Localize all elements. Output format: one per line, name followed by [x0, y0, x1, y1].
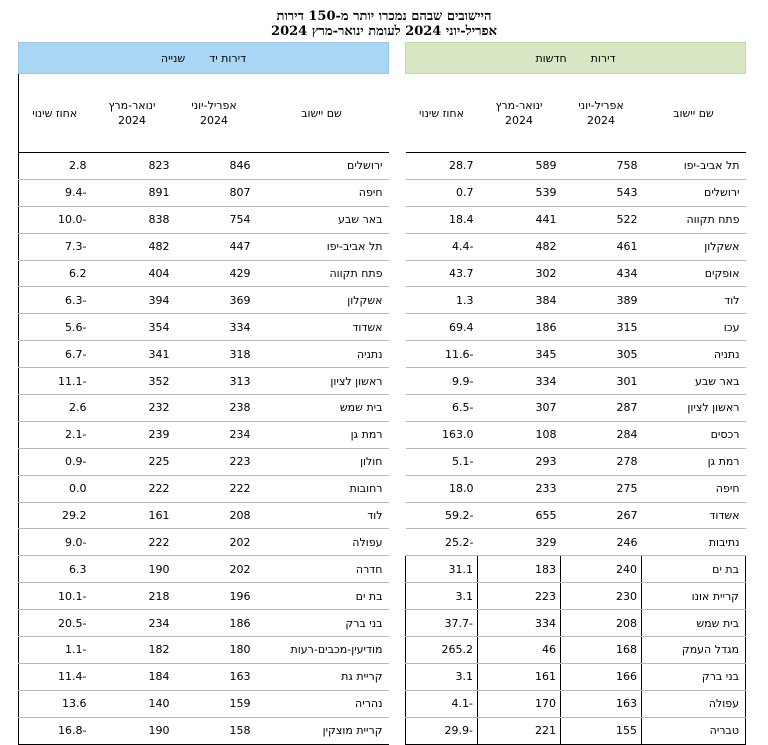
new-cell-apr-jun: 461	[561, 233, 642, 260]
used-table-row	[19, 233, 389, 260]
used-cell-pct: 20.5-	[19, 610, 91, 637]
new-cell-apr-jun: 315	[561, 314, 642, 341]
new-cell-jan-mar: 221	[478, 717, 561, 744]
new-header-row	[406, 74, 746, 153]
new-table-row	[406, 341, 746, 368]
used-header-row	[19, 74, 389, 153]
new-cell-jan-mar: 46	[478, 637, 561, 664]
new-table-row	[406, 179, 746, 206]
used-table-row	[19, 260, 389, 287]
new-cell-apr-jun: 543	[561, 179, 642, 206]
used-cell-pct: 29.2	[19, 502, 91, 529]
new-cell-apr-jun: 240	[561, 556, 642, 583]
new-cell-jan-mar: 482	[478, 233, 561, 260]
new-cell-pct: 43.7	[406, 260, 478, 287]
new-cell-pct: 37.7-	[406, 610, 478, 637]
used-table-row	[19, 610, 389, 637]
new-cell-apr-jun: 168	[561, 637, 642, 664]
new-cell-jan-mar: 539	[478, 179, 561, 206]
new-cell-name: חיפה	[642, 475, 746, 502]
new-cell-jan-mar: 223	[478, 583, 561, 610]
new-cell-apr-jun: 284	[561, 421, 642, 448]
used-cell-name: חדרה	[255, 556, 389, 583]
new-cell-jan-mar: 302	[478, 260, 561, 287]
used-cell-jan-mar: 823	[91, 153, 174, 180]
new-cell-apr-jun: 230	[561, 583, 642, 610]
new-band-label-2: חדשות	[535, 51, 567, 65]
new-cell-pct: 5.1-	[406, 448, 478, 475]
used-cell-apr-jun: 238	[174, 395, 255, 422]
used-cell-name: מודיעין-מכבים-רעות	[255, 637, 389, 664]
used-cell-pct: 0.9-	[19, 448, 91, 475]
used-cell-name: בני ברק	[255, 610, 389, 637]
new-cell-jan-mar: 334	[478, 610, 561, 637]
used-cell-jan-mar: 222	[91, 529, 174, 556]
used-cell-pct: 5.6-	[19, 314, 91, 341]
new-cell-pct: 4.1-	[406, 690, 478, 717]
new-cell-name: רכסים	[642, 421, 746, 448]
new-table-row	[406, 153, 746, 180]
used-cell-name: אשדוד	[255, 314, 389, 341]
used-cell-name: לוד	[255, 502, 389, 529]
new-cell-jan-mar: 170	[478, 690, 561, 717]
used-table-row	[19, 421, 389, 448]
used-cell-jan-mar: 184	[91, 663, 174, 690]
new-table-row	[406, 583, 746, 610]
new-cell-apr-jun: 522	[561, 206, 642, 233]
used-cell-jan-mar: 404	[91, 260, 174, 287]
used-table-row	[19, 663, 389, 690]
used-cell-pct: 2.8	[19, 153, 91, 180]
used-cell-jan-mar: 891	[91, 179, 174, 206]
used-header-jan-mar: ינואר-מרץ 2024	[91, 74, 174, 153]
used-cell-jan-mar: 190	[91, 717, 174, 744]
new-header-name: שם יישוב	[642, 74, 746, 153]
new-table-row	[406, 448, 746, 475]
used-cell-apr-jun: 313	[174, 368, 255, 395]
used-cell-apr-jun: 159	[174, 690, 255, 717]
new-cell-apr-jun: 434	[561, 260, 642, 287]
used-cell-name: עפולה	[255, 529, 389, 556]
new-table-row	[406, 663, 746, 690]
used-cell-name: בית שמש	[255, 395, 389, 422]
new-cell-jan-mar: 329	[478, 529, 561, 556]
new-cell-pct: 31.1	[406, 556, 478, 583]
new-cell-name: פתח תקווה	[642, 206, 746, 233]
new-cell-name: אשקלון	[642, 233, 746, 260]
used-cell-jan-mar: 354	[91, 314, 174, 341]
new-cell-apr-jun: 246	[561, 529, 642, 556]
used-apartments-table	[18, 42, 389, 745]
used-header-name: שם יישוב	[255, 74, 389, 153]
used-cell-name: נתניה	[255, 341, 389, 368]
new-cell-apr-jun: 305	[561, 341, 642, 368]
new-cell-pct: 59.2-	[406, 502, 478, 529]
used-cell-apr-jun: 186	[174, 610, 255, 637]
new-cell-jan-mar: 186	[478, 314, 561, 341]
new-table-row	[406, 233, 746, 260]
new-table-row	[406, 395, 746, 422]
new-cell-jan-mar: 655	[478, 502, 561, 529]
new-cell-name: קריית אונו	[642, 583, 746, 610]
used-cell-apr-jun: 202	[174, 529, 255, 556]
used-cell-apr-jun: 202	[174, 556, 255, 583]
used-cell-name: חולון	[255, 448, 389, 475]
new-cell-jan-mar: 345	[478, 341, 561, 368]
used-table-row	[19, 395, 389, 422]
new-table-row	[406, 717, 746, 744]
used-cell-jan-mar: 190	[91, 556, 174, 583]
used-cell-jan-mar: 225	[91, 448, 174, 475]
used-table-row	[19, 475, 389, 502]
new-header-pct: אחוז שינוי	[406, 74, 478, 153]
new-table-row	[406, 368, 746, 395]
new-cell-name: בית שמש	[642, 610, 746, 637]
used-table-row	[19, 717, 389, 744]
used-cell-jan-mar: 482	[91, 233, 174, 260]
used-cell-pct: 11.1-	[19, 368, 91, 395]
used-cell-pct: 6.3-	[19, 287, 91, 314]
new-cell-name: מגדל העמק	[642, 637, 746, 664]
used-cell-pct: 2.6	[19, 395, 91, 422]
used-table-row	[19, 368, 389, 395]
new-cell-name: באר שבע	[642, 368, 746, 395]
used-cell-apr-jun: 369	[174, 287, 255, 314]
new-cell-jan-mar: 589	[478, 153, 561, 180]
used-cell-pct: 6.7-	[19, 341, 91, 368]
used-cell-jan-mar: 232	[91, 395, 174, 422]
new-cell-apr-jun: 155	[561, 717, 642, 744]
used-cell-apr-jun: 180	[174, 637, 255, 664]
new-cell-pct: 6.5-	[406, 395, 478, 422]
new-cell-apr-jun: 301	[561, 368, 642, 395]
new-cell-pct: 25.2-	[406, 529, 478, 556]
used-cell-name: קריית מוצקין	[255, 717, 389, 744]
used-band-label-2: שנייה	[160, 51, 186, 65]
new-cell-name: תל אביב-יפו	[642, 153, 746, 180]
used-cell-name: נהריה	[255, 690, 389, 717]
new-cell-pct: 11.6-	[406, 341, 478, 368]
new-table-row	[406, 287, 746, 314]
used-cell-name: תל אביב-יפו	[255, 233, 389, 260]
new-cell-name: בני ברק	[642, 663, 746, 690]
new-cell-apr-jun: 208	[561, 610, 642, 637]
used-table-row	[19, 153, 389, 180]
used-cell-pct: 9.0-	[19, 529, 91, 556]
used-cell-name: אשקלון	[255, 287, 389, 314]
new-cell-jan-mar: 183	[478, 556, 561, 583]
used-cell-pct: 9.4-	[19, 179, 91, 206]
new-header-apr-jun: אפריל-יוני 2024	[561, 74, 642, 153]
used-cell-jan-mar: 218	[91, 583, 174, 610]
new-cell-pct: 4.4-	[406, 233, 478, 260]
new-table-row	[406, 502, 746, 529]
new-table-row	[406, 556, 746, 583]
used-cell-pct: 6.2	[19, 260, 91, 287]
used-cell-jan-mar: 140	[91, 690, 174, 717]
new-table-row	[406, 260, 746, 287]
used-cell-apr-jun: 223	[174, 448, 255, 475]
used-cell-jan-mar: 239	[91, 421, 174, 448]
used-cell-apr-jun: 429	[174, 260, 255, 287]
new-cell-apr-jun: 267	[561, 502, 642, 529]
new-cell-jan-mar: 307	[478, 395, 561, 422]
used-cell-jan-mar: 838	[91, 206, 174, 233]
new-cell-pct: 28.7	[406, 153, 478, 180]
used-cell-name: בת ים	[255, 583, 389, 610]
used-cell-jan-mar: 222	[91, 475, 174, 502]
used-table-row	[19, 502, 389, 529]
new-apartments-table	[405, 42, 746, 745]
new-cell-name: רמת גן	[642, 448, 746, 475]
new-cell-jan-mar: 233	[478, 475, 561, 502]
new-cell-name: טבריה	[642, 717, 746, 744]
used-table-row	[19, 314, 389, 341]
used-cell-name: פתח תקווה	[255, 260, 389, 287]
used-cell-jan-mar: 182	[91, 637, 174, 664]
used-table-row	[19, 448, 389, 475]
used-cell-apr-jun: 196	[174, 583, 255, 610]
new-cell-jan-mar: 161	[478, 663, 561, 690]
new-table-row	[406, 206, 746, 233]
used-table-row	[19, 206, 389, 233]
new-cell-pct: 163.0	[406, 421, 478, 448]
used-cell-apr-jun: 318	[174, 341, 255, 368]
used-cell-apr-jun: 447	[174, 233, 255, 260]
new-cell-name: אופקים	[642, 260, 746, 287]
used-cell-apr-jun: 222	[174, 475, 255, 502]
new-cell-pct: 9.9-	[406, 368, 478, 395]
used-cell-pct: 7.3-	[19, 233, 91, 260]
used-cell-jan-mar: 394	[91, 287, 174, 314]
used-cell-pct: 6.3	[19, 556, 91, 583]
used-cell-name: ראשון לציון	[255, 368, 389, 395]
new-cell-jan-mar: 441	[478, 206, 561, 233]
used-table-row	[19, 583, 389, 610]
used-cell-jan-mar: 352	[91, 368, 174, 395]
new-cell-name: ראשון לציון	[642, 395, 746, 422]
new-cell-name: נתיבות	[642, 529, 746, 556]
used-cell-jan-mar: 161	[91, 502, 174, 529]
used-cell-apr-jun: 754	[174, 206, 255, 233]
used-cell-pct: 2.1-	[19, 421, 91, 448]
used-cell-pct: 13.6	[19, 690, 91, 717]
new-cell-name: עכו	[642, 314, 746, 341]
new-cell-name: בת ים	[642, 556, 746, 583]
new-cell-pct: 3.1	[406, 583, 478, 610]
new-cell-apr-jun: 163	[561, 690, 642, 717]
used-header-pct: אחוז שינוי	[19, 74, 91, 153]
new-cell-name: אשדוד	[642, 502, 746, 529]
used-cell-apr-jun: 234	[174, 421, 255, 448]
new-cell-pct: 1.3	[406, 287, 478, 314]
new-cell-pct: 3.1	[406, 663, 478, 690]
used-table-row	[19, 179, 389, 206]
used-table-row	[19, 690, 389, 717]
used-band-label-1: דירות יד	[209, 51, 247, 65]
new-table-row	[406, 421, 746, 448]
new-cell-pct: 0.7	[406, 179, 478, 206]
used-header-apr-jun: אפריל-יוני 2024	[174, 74, 255, 153]
new-cell-jan-mar: 293	[478, 448, 561, 475]
used-cell-apr-jun: 846	[174, 153, 255, 180]
used-table-row	[19, 287, 389, 314]
used-cell-jan-mar: 341	[91, 341, 174, 368]
used-cell-name: באר שבע	[255, 206, 389, 233]
used-band	[19, 43, 389, 74]
new-cell-pct: 18.0	[406, 475, 478, 502]
new-band-label-1: דירות	[590, 51, 616, 65]
page-subtitle: אפריל-יוני 2024 לעומת ינואר-מרץ 2024	[271, 24, 497, 39]
new-cell-jan-mar: 384	[478, 287, 561, 314]
used-cell-name: רחובות	[255, 475, 389, 502]
used-cell-jan-mar: 234	[91, 610, 174, 637]
new-cell-apr-jun: 275	[561, 475, 642, 502]
used-table-body	[19, 153, 389, 745]
used-cell-name: חיפה	[255, 179, 389, 206]
new-cell-pct: 69.4	[406, 314, 478, 341]
used-cell-pct: 10.0-	[19, 206, 91, 233]
new-table-row	[406, 610, 746, 637]
used-cell-name: ירושלים	[255, 153, 389, 180]
used-cell-pct: 11.4-	[19, 663, 91, 690]
used-cell-apr-jun: 807	[174, 179, 255, 206]
new-table-body	[406, 153, 746, 745]
used-table-row	[19, 556, 389, 583]
new-cell-jan-mar: 108	[478, 421, 561, 448]
new-cell-pct: 265.2	[406, 637, 478, 664]
new-table-row	[406, 529, 746, 556]
used-cell-name: קריית גת	[255, 663, 389, 690]
used-cell-pct: 1.1-	[19, 637, 91, 664]
used-cell-apr-jun: 334	[174, 314, 255, 341]
new-cell-jan-mar: 334	[478, 368, 561, 395]
used-cell-name: רמת גן	[255, 421, 389, 448]
new-table-row	[406, 690, 746, 717]
used-table-row	[19, 341, 389, 368]
page-title: היישובים שבהם נמכרו יותר מ-150 דירות	[276, 9, 492, 24]
new-table-row	[406, 637, 746, 664]
used-cell-apr-jun: 158	[174, 717, 255, 744]
new-band	[406, 43, 746, 74]
new-table-row	[406, 314, 746, 341]
used-cell-pct: 10.1-	[19, 583, 91, 610]
used-table-row	[19, 529, 389, 556]
new-cell-apr-jun: 287	[561, 395, 642, 422]
used-table-row	[19, 637, 389, 664]
new-cell-name: ירושלים	[642, 179, 746, 206]
used-cell-apr-jun: 208	[174, 502, 255, 529]
new-cell-apr-jun: 166	[561, 663, 642, 690]
used-cell-pct: 0.0	[19, 475, 91, 502]
new-cell-name: לוד	[642, 287, 746, 314]
new-cell-apr-jun: 758	[561, 153, 642, 180]
new-cell-name: עפולה	[642, 690, 746, 717]
new-header-jan-mar: ינואר-מרץ 2024	[478, 74, 561, 153]
used-cell-apr-jun: 163	[174, 663, 255, 690]
new-cell-name: נתניה	[642, 341, 746, 368]
new-cell-pct: 18.4	[406, 206, 478, 233]
new-table-row	[406, 475, 746, 502]
new-cell-apr-jun: 389	[561, 287, 642, 314]
new-cell-apr-jun: 278	[561, 448, 642, 475]
used-cell-pct: 16.8-	[19, 717, 91, 744]
new-cell-pct: 29.9-	[406, 717, 478, 744]
